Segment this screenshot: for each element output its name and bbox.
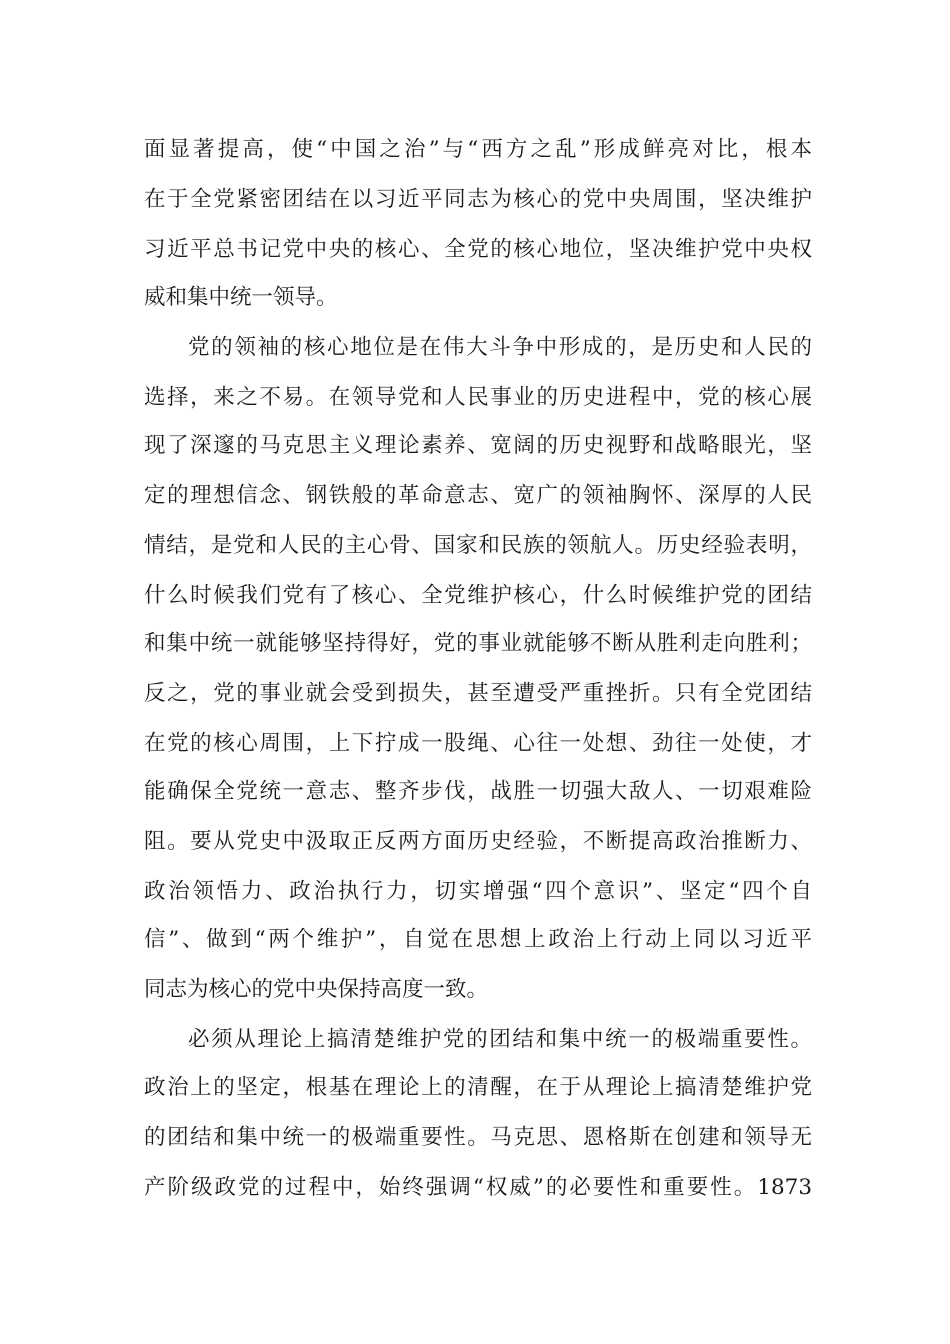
paragraph-first-line: 党的领袖的核心地位是在伟大斗争中形成的，是历史和人民的 — [188, 335, 812, 360]
text-line: 现了深邃的马克思主义理论素养、宽阔的历史视野和战略眼光，坚 — [144, 433, 812, 458]
text-line: 什么时候我们党有了核心、全党维护核心，什么时候维护党的团结 — [144, 583, 812, 608]
text-line: 能确保全党统一意志、整齐步伐，战胜一切强大敌人、一切艰难险 — [144, 779, 812, 804]
text-line: 在于全党紧密团结在以习近平同志为核心的党中央周围，坚决维护 — [144, 187, 812, 212]
text-line: 在党的核心周围，上下拧成一股绳、心往一处想、劲往一处使，才 — [144, 731, 812, 756]
text-line: 和集中统一就能够坚持得好，党的事业就能够不断从胜利走向胜利； — [144, 631, 812, 656]
text-line: 情结，是党和人民的主心骨、国家和民族的领航人。历史经验表明， — [144, 533, 812, 558]
text-line: 产阶级政党的过程中，始终强调“权威”的必要性和重要性。1873 — [144, 1175, 812, 1200]
text-line: 同志为核心的党中央保持高度一致。 — [144, 977, 489, 1002]
text-line: 选择，来之不易。在领导党和人民事业的历史进程中，党的核心展 — [144, 385, 812, 410]
text-line: 信”、做到“两个维护”，自觉在思想上政治上行动上同以习近平 — [144, 927, 812, 952]
text-line: 的团结和集中统一的极端重要性。马克思、恩格斯在创建和领导无 — [144, 1125, 812, 1150]
text-line: 政治领悟力、政治执行力，切实增强“四个意识”、坚定“四个自 — [144, 879, 812, 904]
text-line: 面显著提高，使“中国之治”与“西方之乱”形成鲜亮对比，根本 — [144, 137, 812, 162]
text-line: 阻。要从党史中汲取正反两方面历史经验，不断提高政治推断力、 — [144, 829, 812, 854]
text-line: 反之，党的事业就会受到损失，甚至遭受严重挫折。只有全党团结 — [144, 681, 812, 706]
paragraph-first-line: 必须从理论上搞清楚维护党的团结和集中统一的极端重要性。 — [188, 1027, 812, 1052]
text-line: 政治上的坚定，根基在理论上的清醒，在于从理论上搞清楚维护党 — [144, 1075, 812, 1100]
text-line: 习近平总书记党中央的核心、全党的核心地位，坚决维护党中央权 — [144, 237, 812, 262]
text-line: 定的理想信念、钢铁般的革命意志、宽广的领袖胸怀、深厚的人民 — [144, 483, 812, 508]
text-line: 威和集中统一领导。 — [144, 285, 338, 310]
